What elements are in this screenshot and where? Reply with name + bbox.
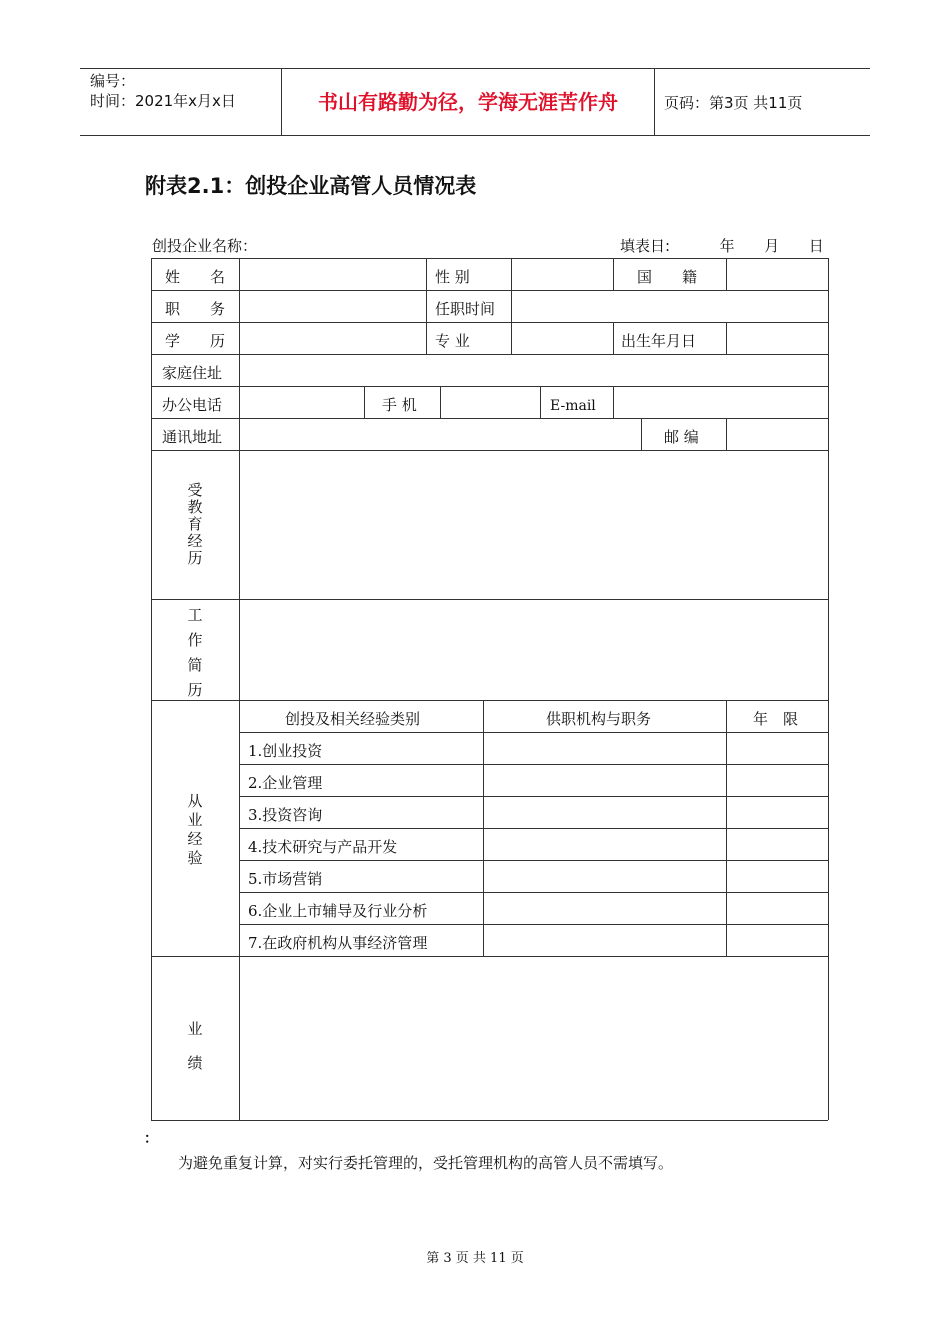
label-home-address: 家庭住址 — [162, 364, 223, 382]
row-rule — [151, 956, 828, 957]
label-email: E-mail — [550, 398, 596, 414]
executive-info-table — [151, 258, 828, 1120]
header-meta — [90, 71, 236, 111]
document-title: 附表2.1：创投企业高管人员情况表 — [145, 174, 477, 198]
fill-date-day: 日 — [808, 237, 824, 255]
doc-code-label: 编号： — [90, 72, 136, 90]
row-rule — [239, 924, 828, 925]
col-rule — [613, 386, 614, 418]
label-experience: 从 业 经 验 — [187, 792, 203, 867]
label-office-phone: 办公电话 — [162, 396, 223, 414]
exp-row-4: 4.技术研究与产品开发 — [248, 838, 398, 856]
row-rule — [239, 796, 828, 797]
exp-row-6: 6.企业上市辅导及行业分析 — [248, 902, 428, 920]
col-rule — [726, 418, 727, 450]
doc-time-label: 时间：2021年x月x日 — [90, 92, 236, 110]
exp-row-5: 5.市场营销 — [248, 870, 323, 888]
label-work-history: 工 作 简 历 — [187, 606, 203, 699]
col-rule — [613, 322, 614, 354]
table-border — [151, 1120, 828, 1121]
row-rule — [151, 290, 828, 291]
col-rule — [239, 258, 240, 1120]
label-mobile: 手 机 — [382, 396, 417, 414]
header-page-label: 页码：第3页 共11页 — [664, 94, 803, 112]
label-name: 姓 名 — [165, 268, 226, 286]
col-rule — [511, 258, 512, 354]
note-text: 为避免重复计算，对实行委托管理的，受托管理机构的高管人员不需填写。 — [178, 1154, 674, 1172]
col-rule — [540, 386, 541, 418]
row-rule — [151, 599, 828, 600]
label-gender: 性 别 — [435, 268, 470, 286]
col-rule — [426, 258, 427, 354]
col-rule — [483, 700, 484, 956]
label-achievements: 业 绩 — [187, 1020, 203, 1072]
label-birth: 出生年月日 — [621, 332, 697, 350]
col-rule — [364, 386, 365, 418]
exp-row-2: 2.企业管理 — [248, 774, 323, 792]
label-tenure: 任职时间 — [435, 300, 496, 318]
label-mail-address: 通讯地址 — [162, 428, 223, 446]
row-rule — [151, 386, 828, 387]
header-bottom-rule — [80, 135, 870, 136]
row-rule — [151, 354, 828, 355]
col-rule — [440, 386, 441, 418]
exp-row-7: 7.在政府机构从事经济管理 — [248, 934, 428, 952]
col-rule — [726, 322, 727, 354]
fill-date-label: 填表日: — [620, 237, 671, 255]
label-education: 学 历 — [165, 332, 226, 350]
exp-header-org: 供职机构与职务 — [546, 710, 652, 728]
exp-row-3: 3.投资咨询 — [248, 806, 323, 824]
row-rule — [239, 764, 828, 765]
label-edu-history: 受 教 育 经 历 — [187, 481, 203, 567]
label-position: 职 务 — [165, 300, 226, 318]
exp-header-years: 年 限 — [753, 710, 799, 728]
fill-date-year: 年 — [719, 237, 735, 255]
label-postcode: 邮 编 — [664, 428, 699, 446]
row-rule — [239, 828, 828, 829]
company-name-label: 创投企业名称： — [152, 237, 258, 255]
row-rule — [239, 732, 828, 733]
row-rule — [239, 860, 828, 861]
header-divider-2 — [654, 68, 655, 135]
fill-date — [620, 235, 824, 256]
col-rule — [613, 258, 614, 290]
col-rule — [726, 700, 727, 956]
exp-header-category: 创投及相关经验类别 — [285, 710, 421, 728]
row-rule — [151, 450, 828, 451]
header-motto: 书山有路勤为径，学海无涯苦作舟 — [318, 90, 618, 114]
label-major: 专 业 — [435, 332, 470, 350]
table-border — [151, 258, 152, 1120]
exp-row-1: 1.创业投资 — [248, 742, 323, 760]
col-rule — [726, 258, 727, 290]
page-footer: 第 3 页 共 11 页 — [426, 1251, 524, 1266]
row-rule — [239, 892, 828, 893]
header-top-rule — [80, 68, 870, 69]
table-border — [828, 258, 829, 1120]
fill-date-month: 月 — [764, 237, 780, 255]
col-rule — [641, 418, 642, 450]
label-nationality: 国 籍 — [637, 268, 698, 286]
note-colon: ： — [144, 1131, 158, 1147]
